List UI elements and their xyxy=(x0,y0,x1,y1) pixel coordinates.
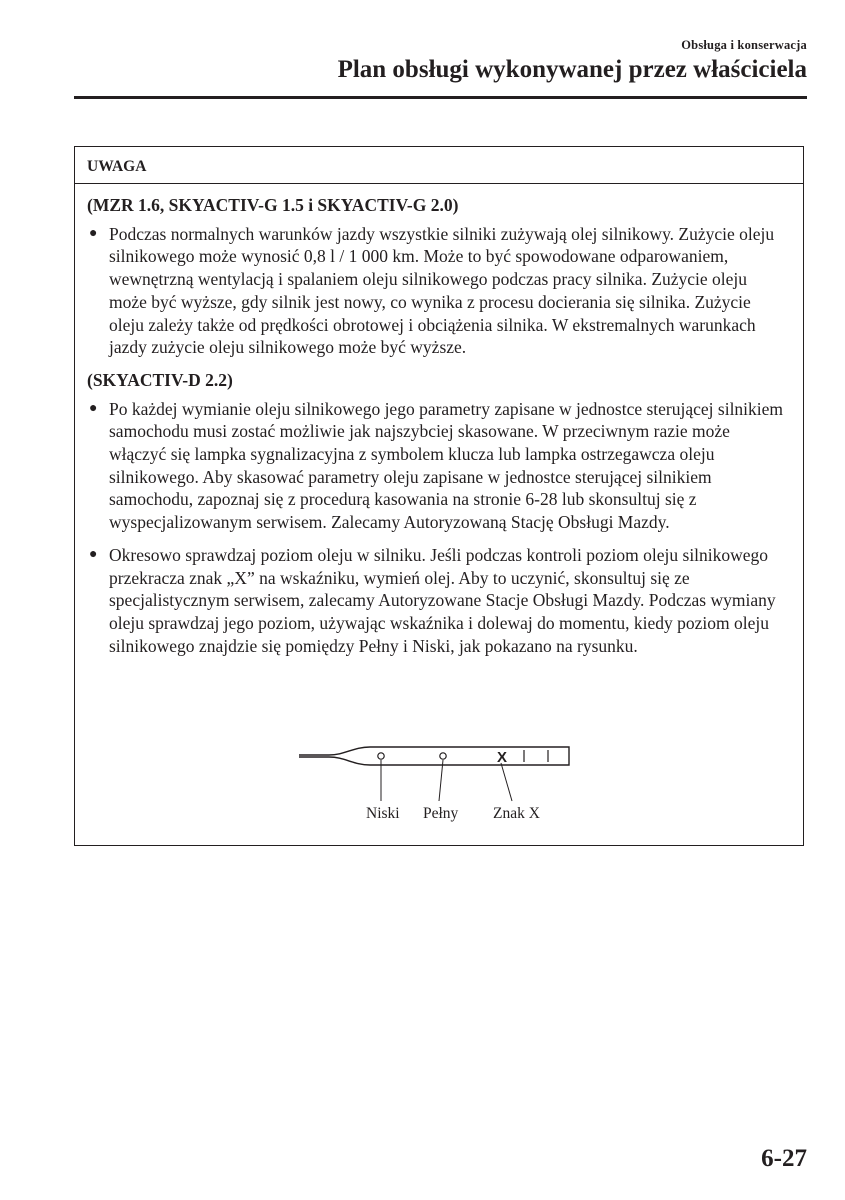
bullet-item xyxy=(87,223,789,359)
bullet-icon: ● xyxy=(89,400,98,416)
note-box xyxy=(74,146,804,846)
mark-low xyxy=(378,753,384,759)
note-body xyxy=(75,184,803,657)
dipstick-icon xyxy=(75,743,803,803)
bullet-text: Po każdej wymianie oleju silnikowego jego parametry zapisane w jednostce sterującej silnikiem samochodu musi zostać możliwie jak najszybciej skasowane. W przeciwnym razie może włączyć się lampka sygnalizacyjna z symbolem klucza lub lampka ostrzegawcza oleju silnikowego. Aby skasować parametry oleju zapisane w jednostce sterującej silnikiem samochodu, zapoznaj się z procedurą kasowania na stronie 6-28 lub skonsultuj się z wyspecjalizowanym serwisem. Zalecamy Autoryzowaną Stację Obsługi Mazdy. xyxy=(109,398,784,533)
note-header: UWAGA xyxy=(75,147,803,184)
bullet-text: Podczas normalnych warunków jazdy wszystkie silniki zużywają olej silnikowy. Zużycie oleju silnikowego może wynosić 0,8 l / 1 000 km. Może to być spowodowane odparowaniem, wewnętrzną wentylacją i spalaniem oleju silnikowego podczas pracy silnika. Zużycie oleju może być wyższe, gdy silnik jest nowy, co wynika z procesu docierania się silnika. Zużycie oleju zależy także od prędkości obrotowej i obciążenia silnika. W ekstremalnych warunkach jazdy zużycie oleju silnikowego może być wyższe. xyxy=(109,223,775,358)
bullet-text: Okresowo sprawdzaj poziom oleju w silniku. Jeśli podczas kontroli poziom oleju silnikowego przekracza znak „X” na wskaźniku, wymień olej. Aby to uczynić, skonsultuj się ze specjalistycznym serwisem, zalecamy Autoryzowane Stacje Obsługi Mazdy. Podczas wymiany oleju sprawdzaj jego poziom, używając wskaźnika i dolewaj do momentu, kiedy poziom oleju silnikowego znajdzie się pomiędzy Pełny i Niski, jak pokazano na rysunku. xyxy=(109,544,776,656)
bullet-item xyxy=(87,544,789,658)
leader-full xyxy=(439,760,443,801)
section-heading-diesel: (SKYACTIV-D 2.2) xyxy=(87,369,233,390)
dipstick-figure xyxy=(75,743,803,833)
dipstick-outline xyxy=(299,747,569,765)
section-heading-petrol: (MZR 1.6, SKYACTIV-G 1.5 i SKYACTIV-G 2.0) xyxy=(87,195,459,215)
bullet-icon: ● xyxy=(89,225,98,241)
bullet-item xyxy=(87,398,789,534)
label-full: Pełny xyxy=(423,805,459,822)
bullet-icon: ● xyxy=(89,546,98,562)
section-label: Obsługa i konserwacja xyxy=(681,38,807,52)
mark-full xyxy=(440,753,446,759)
label-mark: Znak X xyxy=(493,805,540,822)
label-low: Niski xyxy=(366,805,400,822)
leader-mark xyxy=(501,763,512,801)
title-rule xyxy=(74,96,807,99)
page-number: 6-27 xyxy=(761,1145,807,1172)
page-title: Plan obsługi wykonywanej przez właściciela xyxy=(337,56,807,83)
mark-x-label: X xyxy=(497,749,508,766)
